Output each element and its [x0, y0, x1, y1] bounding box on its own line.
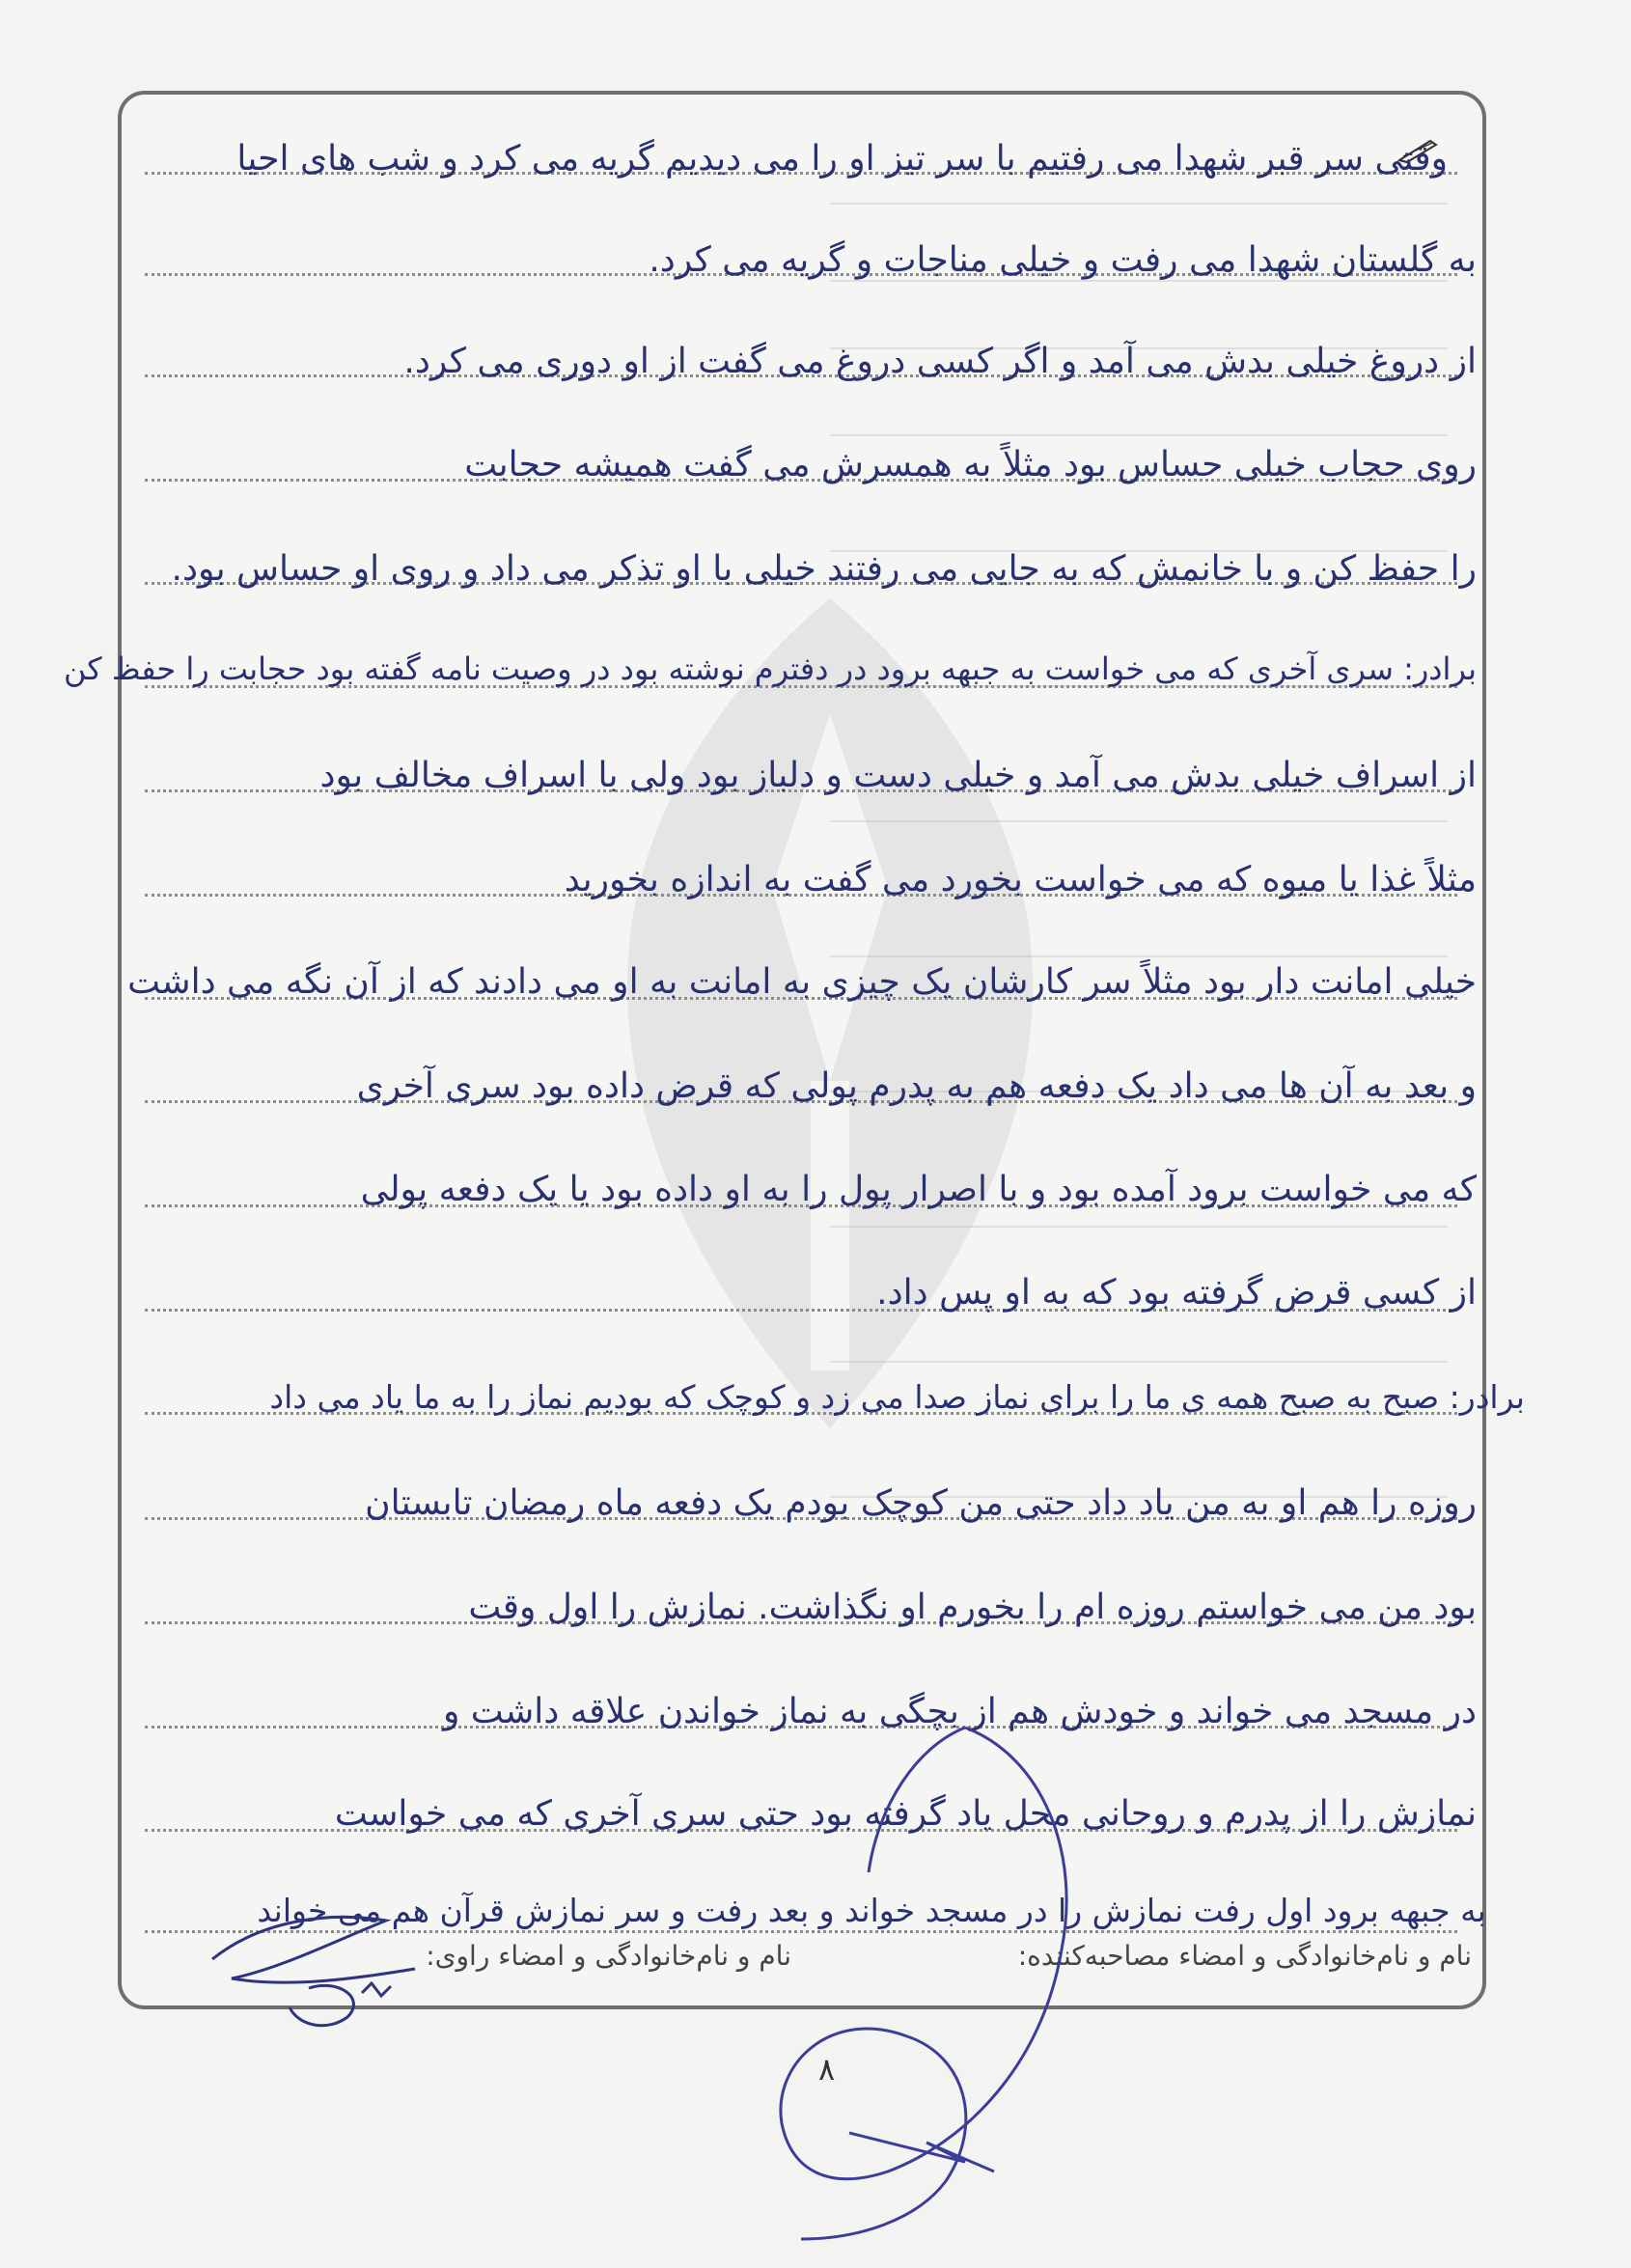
handwritten-line: روی حجاب خیلی حساس بود مثلاً به همسرش می گفت همیشه حجابت: [464, 445, 1477, 484]
handwritten-line: وقتی سر قبر شهدا می رفتیم با سر تیز او را می دیدیم گریه می کرد و شب های احیا: [236, 139, 1448, 179]
interviewer-signature: [676, 1718, 1177, 2258]
handwritten-line: و بعد به آن ها می داد یک دفعه هم به پدرم پولی که قرض داده بود سری آخری: [356, 1066, 1477, 1106]
handwritten-line: به جبهه برود اول رفت نمازش را در مسجد خواند و بعد رفت و سر نمازش قرآن هم می خواند: [257, 1892, 1486, 1929]
handwritten-line: روزه را هم او به من یاد داد حتی من کوچک بودم یک دفعه ماه رمضان تابستان: [365, 1483, 1477, 1523]
interviewer-signature-label: نام و نام‌خانوادگی و امضاء مصاحبه‌کننده:: [1017, 1940, 1472, 1972]
handwritten-line: از دروغ خیلی بدش می آمد و اگر کسی دروغ می گفت از او دوری می کرد.: [403, 342, 1477, 381]
handwritten-line: از کسی قرض گرفته بود که به او پس داد.: [876, 1273, 1477, 1313]
narrator-signature-label: نام و نام‌خانوادگی و امضاء راوی:: [426, 1940, 791, 1972]
handwritten-line: برادر: سری آخری که می خواست به جبهه برود در دفترم نوشته بود در وصیت نامه گفته بود حجابت را حفظ کن: [64, 650, 1477, 687]
handwritten-line: بود من می خواستم روزه ام را بخورم او نگذاشت. نمازش را اول وقت: [468, 1588, 1477, 1627]
handwritten-line: به گلستان شهدا می رفت و خیلی مناجات و گریه می کرد.: [649, 240, 1477, 280]
handwritten-line: خیلی امانت دار بود مثلاً سر کارشان یک چیزی به امانت به او می دادند که از آن نگه می داشت: [127, 962, 1477, 1002]
handwritten-line: را حفظ کن و با خانمش که به جایی می رفتند خیلی با او تذکر می داد و روی او حساس بود.: [171, 549, 1477, 589]
handwritten-line: نمازش را از پدرم و روحانی محل یاد گرفته بود حتی سری آخری که می خواست: [334, 1794, 1477, 1834]
handwritten-line: از اسراف خیلی بدش می آمد و خیلی دست و دلباز بود ولی با اسراف مخالف بود: [319, 756, 1477, 795]
narrator-signature: [193, 1882, 444, 2036]
page-number: ۸: [818, 2051, 836, 2088]
handwritten-line: مثلاً غذا یا میوه که می خواست بخورد می گفت به اندازه بخورید: [564, 860, 1477, 899]
handwritten-line: در مسجد می خواند و خودش هم از بچگی به نماز خواندن علاقه داشت و: [442, 1692, 1477, 1731]
handwritten-line: که می خواست برود آمده بود و با اصرار پول را به او داده بود یا یک دفعه پولی: [360, 1170, 1477, 1209]
handwritten-line: برادر: صبح به صبح همه ی ما را برای نماز صدا می زد و کوچک که بودیم نماز را به ما یاد می داد: [269, 1378, 1525, 1416]
